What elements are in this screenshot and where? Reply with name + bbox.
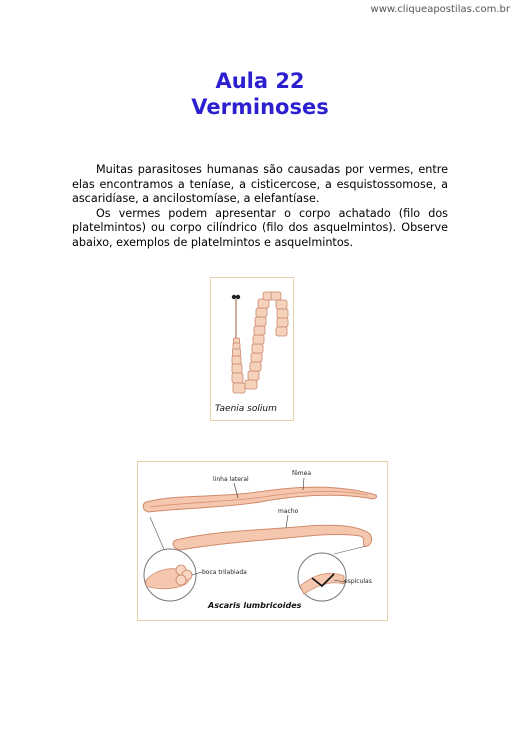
taenia-caption: Taenia solium — [215, 404, 277, 414]
label-lateral-line: linha lateral — [213, 476, 249, 483]
label-male: macho — [278, 508, 299, 515]
taenia-scolex — [232, 295, 236, 299]
site-url[interactable]: www.cliqueapostilas.com.br — [370, 4, 510, 15]
label-female: fêmea — [292, 470, 312, 477]
male-worm — [173, 525, 372, 550]
label-spicules: espículas — [344, 578, 372, 585]
taenia-illustration — [211, 278, 293, 420]
taenia-proglottids — [232, 292, 288, 393]
title-line-2: Verminoses — [191, 95, 329, 119]
ascaris-figure — [137, 461, 388, 621]
label-mouth: boca trilabiada — [202, 569, 247, 576]
ascaris-caption: Ascaris lumbricoides — [208, 601, 302, 610]
taenia-figure — [210, 277, 294, 421]
paragraph-2: Os vermes podem apresentar o corpo achatado (filo dos platelmintos) ou corpo cilíndrico (filo dos asquelmintos). Observe abaixo, exemplos de platelmintos e asquelmintos. — [72, 206, 448, 249]
ascaris-illustration — [138, 462, 387, 620]
female-worm — [143, 487, 376, 512]
title-line-1: Aula 22 — [215, 69, 305, 93]
body-text — [72, 163, 448, 250]
paragraph-1: Muitas parasitoses humanas são causadas por vermes, entre elas encontramos a teníase, a cisticercose, a esquistossomose, a ascaridíase, a ancilostomíase, a elefantíase. — [72, 163, 448, 205]
page-title — [0, 68, 520, 120]
